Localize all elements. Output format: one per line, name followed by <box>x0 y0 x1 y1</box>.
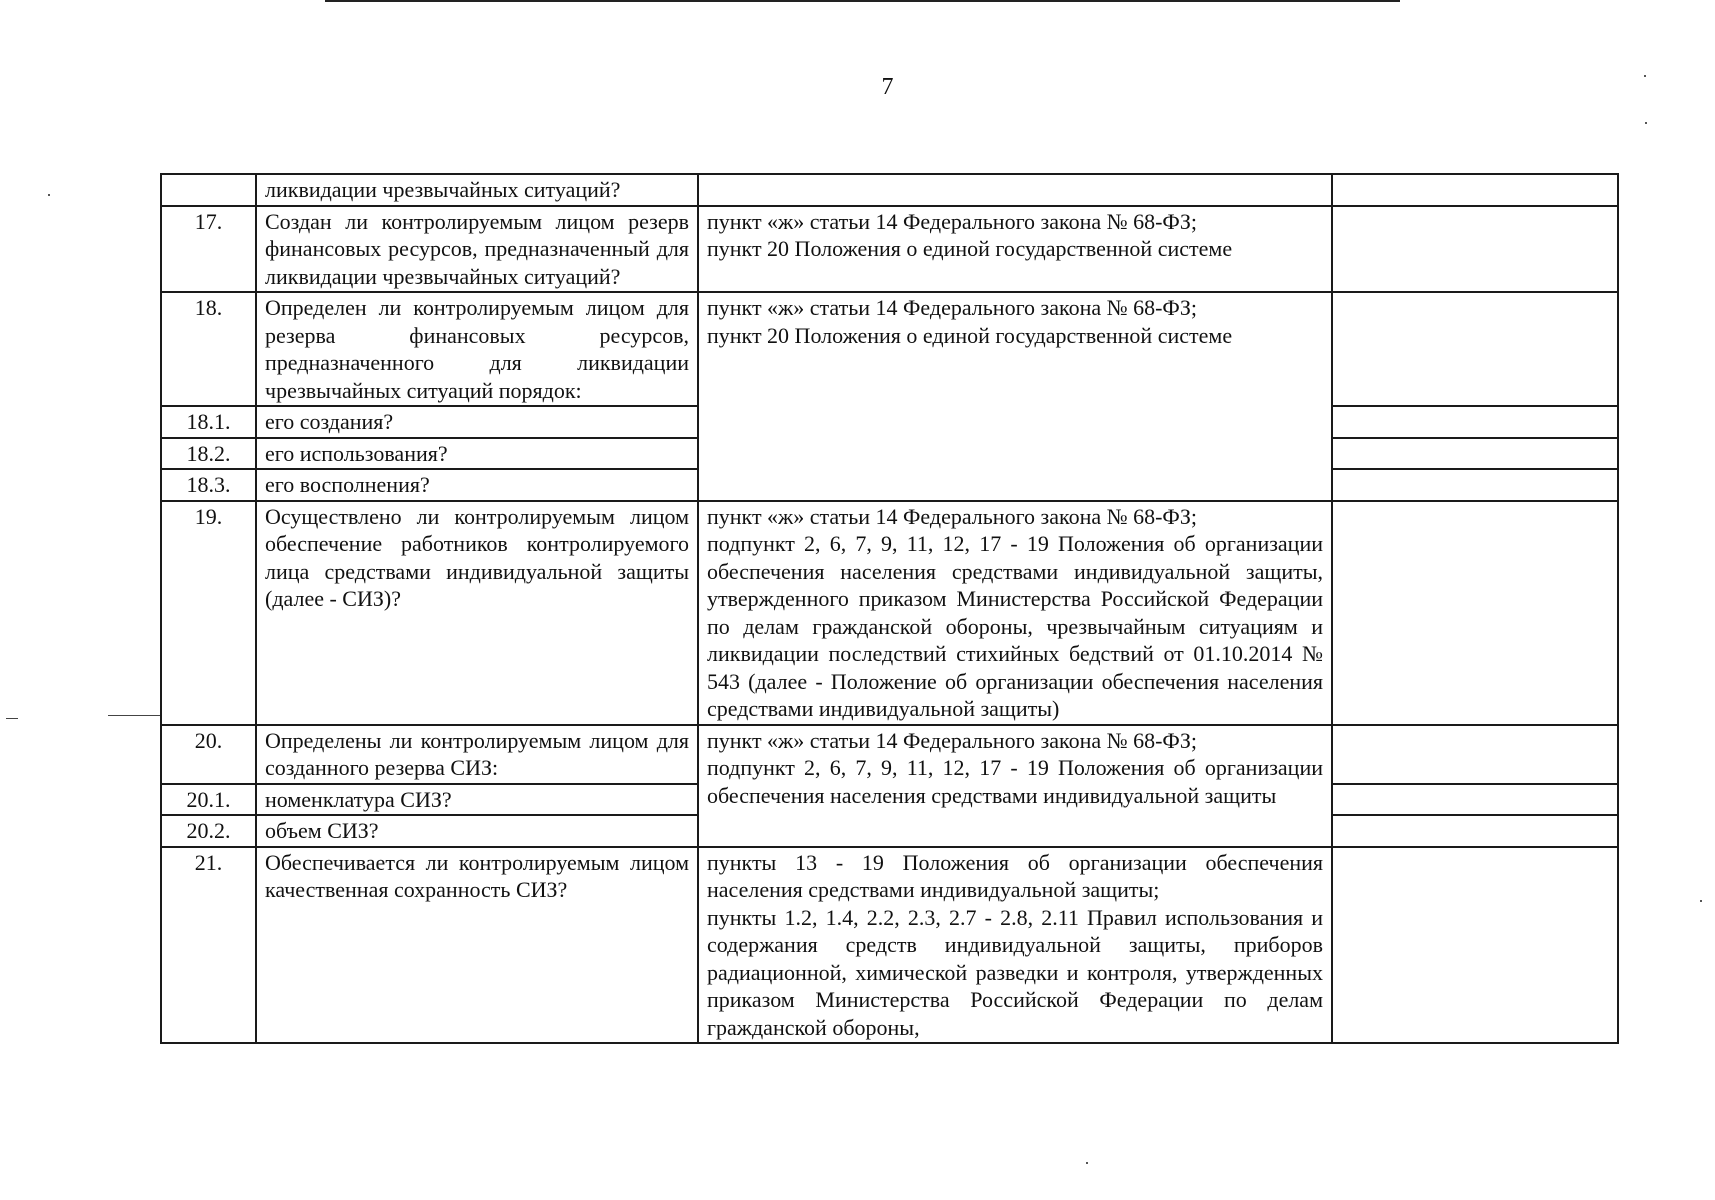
reference-line: пункт «ж» статьи 14 Федерального закона № 68-ФЗ; <box>707 727 1197 753</box>
reference-line: пункты 13 - 19 Положения об организации обеспечения населения средствами индивидуальной защиты; <box>707 849 1323 902</box>
row-number: 18.3. <box>161 469 256 501</box>
question-cell: Создан ли контролируемым лицом резерв финансовых ресурсов, предназначенный для ликвидации чрезвычайных ситуаций? <box>256 206 698 293</box>
answer-cell <box>1332 815 1618 847</box>
answer-cell <box>1332 725 1618 784</box>
table-row <box>161 847 1618 1044</box>
row-number: 20.2. <box>161 815 256 847</box>
row-number: 20.1. <box>161 784 256 816</box>
question-cell: его создания? <box>256 406 698 438</box>
checklist-table <box>160 173 1619 1044</box>
question-cell: ликвидации чрезвычайных ситуаций? <box>256 174 698 206</box>
answer-cell <box>1332 438 1618 470</box>
reference-line: пункты 1.2, 1.4, 2.2, 2.3, 2.7 - 2.8, 2.11 Правил использования и содержания средств индивидуальной защиты, приборов радиационной, химической разведки и контроля, утвержденных приказом Министерства Российской Федерации по делам гражданской обороны, <box>707 904 1323 1040</box>
table-row <box>161 292 1618 406</box>
answer-cell <box>1332 206 1618 293</box>
reference-line: пункт 20 Положения о единой государственной системе <box>707 322 1233 348</box>
reference-line: пункт «ж» статьи 14 Федерального закона № 68-ФЗ; <box>707 503 1197 529</box>
reference-line: подпункт 2, 6, 7, 9, 11, 12, 17 - 19 Положения об организации обеспечения населения средствами индивидуальной защиты <box>707 755 1323 808</box>
scan-artifact <box>6 718 18 719</box>
reference-line: пункт 20 Положения о единой государственной системе <box>707 236 1233 261</box>
answer-cell <box>1332 406 1618 438</box>
row-number: 18.1. <box>161 406 256 438</box>
answer-cell <box>1332 784 1618 816</box>
answer-cell <box>1332 501 1618 725</box>
question-cell: его использования? <box>256 438 698 470</box>
scan-artifact <box>1700 900 1702 902</box>
table-row <box>161 725 1618 784</box>
question-cell: Определены ли контролируемым лицом для созданного резерва СИЗ: <box>256 725 698 784</box>
question-cell: его восполнения? <box>256 469 698 501</box>
row-number: 21. <box>161 847 256 1044</box>
row-number <box>161 174 256 206</box>
scan-artifact <box>1644 75 1646 77</box>
answer-cell <box>1332 292 1618 406</box>
reference-line: подпункт 2, 6, 7, 9, 11, 12, 17 - 19 Положения об организации обеспечения населения средствами индивидуальной защиты, утвержденного приказом Министерства Российской Федерации по делам гражданской обороны, чрезвычайным ситуациям и ликвидации последствий стихийных бедствий от 01.10.2014 № 543 (далее - Положение об организации обеспечения населения средствами индивидуальной защиты) <box>707 531 1323 721</box>
answer-cell <box>1332 469 1618 501</box>
question-cell: объем СИЗ? <box>256 815 698 847</box>
top-rule <box>325 0 1400 2</box>
row-number: 20. <box>161 725 256 784</box>
legal-reference-cell <box>698 206 1332 293</box>
table-row <box>161 174 1618 206</box>
scan-artifact <box>108 715 160 716</box>
legal-reference-cell <box>698 292 1332 501</box>
question-cell: Обеспечивается ли контролируемым лицом качественная сохранность СИЗ? <box>256 847 698 1044</box>
scan-artifact <box>48 194 50 196</box>
page-number: 7 <box>881 74 894 100</box>
legal-reference-cell <box>698 174 1332 206</box>
legal-reference-cell <box>698 501 1332 725</box>
row-number: 18. <box>161 292 256 406</box>
row-number: 19. <box>161 501 256 725</box>
table-row <box>161 206 1618 293</box>
answer-cell <box>1332 847 1618 1044</box>
row-number: 17. <box>161 206 256 293</box>
legal-reference-cell <box>698 725 1332 847</box>
scan-artifact <box>1086 1162 1088 1164</box>
row-number: 18.2. <box>161 438 256 470</box>
reference-line: пункт «ж» статьи 14 Федерального закона № 68-ФЗ; <box>707 295 1197 320</box>
scan-artifact <box>1645 122 1647 124</box>
question-cell: номенклатура СИЗ? <box>256 784 698 816</box>
question-cell: Определен ли контролируемым лицом для резерва финансовых ресурсов, предназначенного для ликвидации чрезвычайных ситуаций порядок: <box>256 292 698 406</box>
reference-line: пункт «ж» статьи 14 Федерального закона № 68-ФЗ; <box>707 208 1197 234</box>
legal-reference-cell <box>698 847 1332 1044</box>
table-row <box>161 501 1618 725</box>
question-cell: Осуществлено ли контролируемым лицом обеспечение работников контролируемого лица средствами индивидуальной защиты (далее - СИЗ)? <box>256 501 698 725</box>
answer-cell <box>1332 174 1618 206</box>
